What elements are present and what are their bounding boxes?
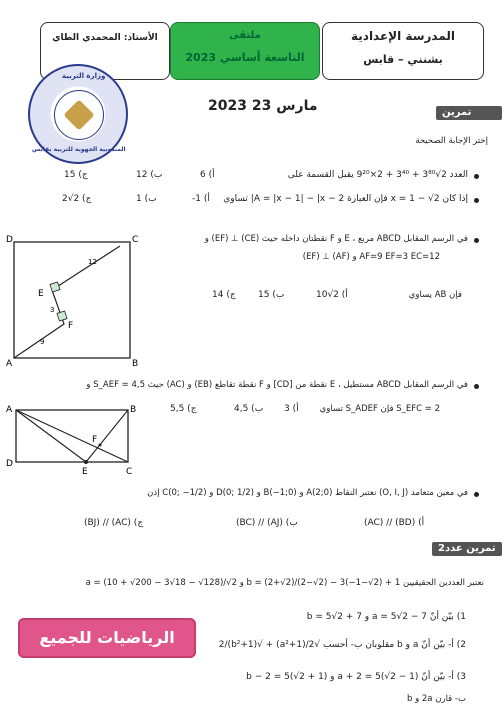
q3-question: فإن AB يساوي [408,290,462,300]
fig2-label-d: D [6,459,13,469]
q4-option-a[interactable]: 3 (أ [284,404,299,414]
math-for-all-banner: الرياضيات للجميع [18,618,196,658]
q4-text-line1: في الرسم المقابل ABCD مستطيل ، E نقطة من [CD] و F نقطة تقاطع (EB) و (AC) حيث S_AEF = 4,5 و [86,380,468,390]
figure-rectangle-abcd [4,398,144,478]
figure-square-abcd [4,232,144,372]
fig1-label-d: D [6,235,13,245]
exam-title: ملتقى [229,30,261,41]
fig1-label-e: E [38,289,44,299]
q5-bullet [474,492,479,497]
fig2-label-c: C [126,467,133,477]
exam-date: 2023 مارس 23 [208,98,318,114]
q2-bullet [474,198,479,203]
q1-option-c[interactable]: 15 (ج [64,170,88,180]
q3-bullet [474,238,479,243]
teacher-name: الأستاذ: المحمدي الطاي [52,33,158,43]
q2-option-a[interactable]: -1 (أ [192,194,210,204]
q2-text: إذا كان x = 1 − √2 فإن العبارة A = |x − 1| − |x − 2| تساوي [223,194,468,204]
q3-text-line2: AF=9 EF=3 EC=12 و (AF) ⊥ (EF) [302,252,440,262]
q1-text: العدد 2√3⁸⁰ + 3⁴⁰ + 2×9²⁰ يقبل القسمة على [287,170,468,180]
q2-option-b[interactable]: 1 (ب [136,194,157,204]
q5-option-b[interactable]: (BC) // (AJ) (ب [236,518,298,528]
exercise1-instruction: إختر الإجابة الصحيحة [415,136,488,146]
exercise2-item-3: 3) أ- بيّن أنّ a + 2 = 5(√2 − 1) و b − 2 = 5(√2 + 1) [246,672,466,682]
school-location: بشنني – قابس [363,53,443,66]
exercise2-item-3b: ب- قارن 2a و b [406,694,466,704]
exercise2-item-2: 2) أ- بيّن أنّ a و b مقلوبان ب- أحسب √2/(a²+1) + √2/(b²+1) [218,640,466,650]
fig1-length-12: 12 [88,258,97,266]
q3-option-c[interactable]: 14 (ج [212,290,236,300]
q1-option-a[interactable]: 6 (أ [200,170,215,180]
exercise2-tab: تمرين عدد2 [432,542,502,556]
fig2-label-f: F [92,435,98,445]
fig1-label-c: C [132,235,139,245]
q3-option-a[interactable]: 10√2 (أ [316,290,348,300]
q5-option-a[interactable]: (AC) // (BD) (أ [364,518,425,528]
q3-text-line1: في الرسم المقابل ABCD مربع ، E و F نقطتان داخله حيث (CE) ⊥ (EF) و [204,234,468,244]
q3-option-b[interactable]: 15 (ب [258,290,285,300]
fig2-label-e: E [82,467,88,477]
stamp-bottom-text: المندوبية الجهوية للتربية بقابس [32,146,126,153]
q4-option-c[interactable]: 5,5 (ج [170,404,197,414]
q5-text: في معين متعامد (O, I, J) نعتبر النقاط A(2;0) و B(−1;0) و D(0; 1/2) و C(0; −1/2) إذن [147,488,468,498]
official-stamp [28,64,128,164]
q5-option-c[interactable]: (BJ) // (AC) (ج [84,518,144,528]
stamp-emblem [54,90,104,140]
q4-text-line2: S_EFC = 2 فإن S_ADEF تساوي [319,404,440,414]
header-exam-box [170,22,320,80]
q1-option-b[interactable]: 12 (ب [136,170,163,180]
exam-level: التاسعة أساسي 2023 [185,51,305,64]
stamp-top-text: وزارة التربية [62,72,106,80]
q4-option-b[interactable]: 4,5 (ب [234,404,264,414]
fig1-length-3: 3 [50,306,55,314]
header-school-box [322,22,484,80]
school-name: المدرسة الإعدادية [351,29,455,43]
exercise2-item-1: 1) بيّن أنّ a = 5√2 − 7 و b = 5√2 + 7 [306,612,466,622]
fig1-label-f: F [68,321,74,331]
fig1-length-9: 9 [40,338,45,346]
fig2-label-b: B [130,405,137,415]
fig2-label-a: A [6,405,13,415]
q4-bullet [474,384,479,389]
exercise2-intro: نعتبر العددين الحقيقيين b = (2+√2)/(2−√2) − 3(−1−√2) + 1 و a = (10 + √200 − 3√18 − √128)/√2 [85,578,484,588]
q2-option-c[interactable]: 2√2 (ج [62,194,92,204]
fig1-label-a: A [6,359,13,369]
fig1-label-b: B [132,359,139,369]
exercise1-tab: تمرين عدد1 [436,106,502,120]
q1-bullet [474,174,479,179]
